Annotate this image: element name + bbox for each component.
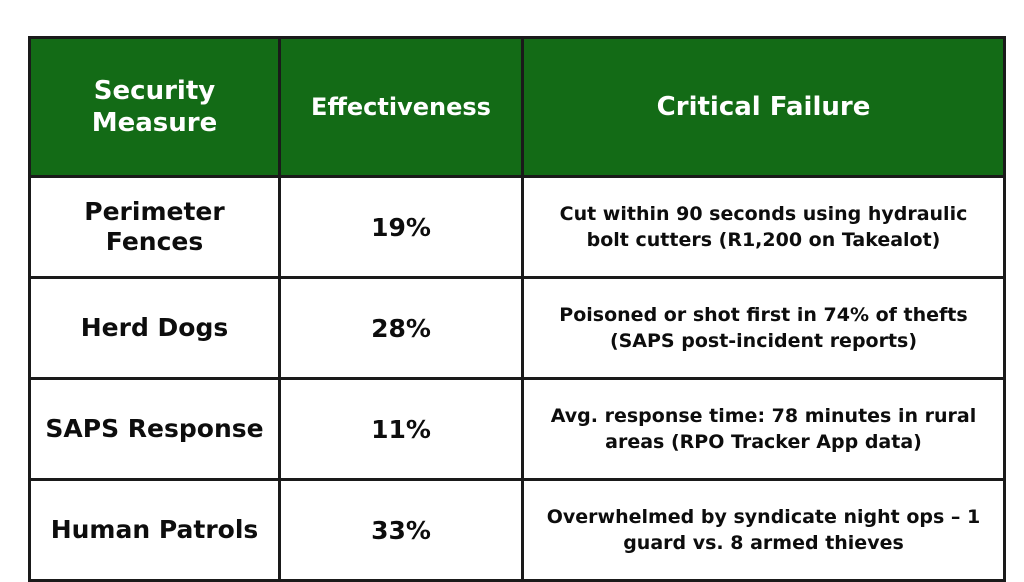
cell-effectiveness: 33% <box>280 480 523 581</box>
table-body <box>30 177 1005 581</box>
cell-security-measure: SAPS Response <box>30 379 280 480</box>
cell-security-measure: Herd Dogs <box>30 278 280 379</box>
cell-effectiveness: 28% <box>280 278 523 379</box>
table-header-row <box>30 38 1005 177</box>
column-header-critical-failure: Critical Failure <box>523 38 1005 177</box>
table-row <box>30 379 1005 480</box>
cell-critical-failure: Cut within 90 seconds using hydraulic bolt cutters (R1,200 on Takealot) <box>523 177 1005 278</box>
table-row <box>30 278 1005 379</box>
cell-effectiveness: 19% <box>280 177 523 278</box>
column-header-effectiveness: Effectiveness <box>280 38 523 177</box>
cell-security-measure: Perimeter Fences <box>30 177 280 278</box>
table-row <box>30 177 1005 278</box>
table-header <box>30 38 1005 177</box>
security-measures-table <box>28 36 1006 582</box>
cell-critical-failure: Poisoned or shot first in 74% of thefts (SAPS post-incident reports) <box>523 278 1005 379</box>
table-row <box>30 480 1005 581</box>
cell-effectiveness: 11% <box>280 379 523 480</box>
cell-critical-failure: Avg. response time: 78 minutes in rural areas (RPO Tracker App data) <box>523 379 1005 480</box>
cell-security-measure: Human Patrols <box>30 480 280 581</box>
cell-critical-failure: Overwhelmed by syndicate night ops – 1 guard vs. 8 armed thieves <box>523 480 1005 581</box>
column-header-security-measure: Security Measure <box>30 38 280 177</box>
